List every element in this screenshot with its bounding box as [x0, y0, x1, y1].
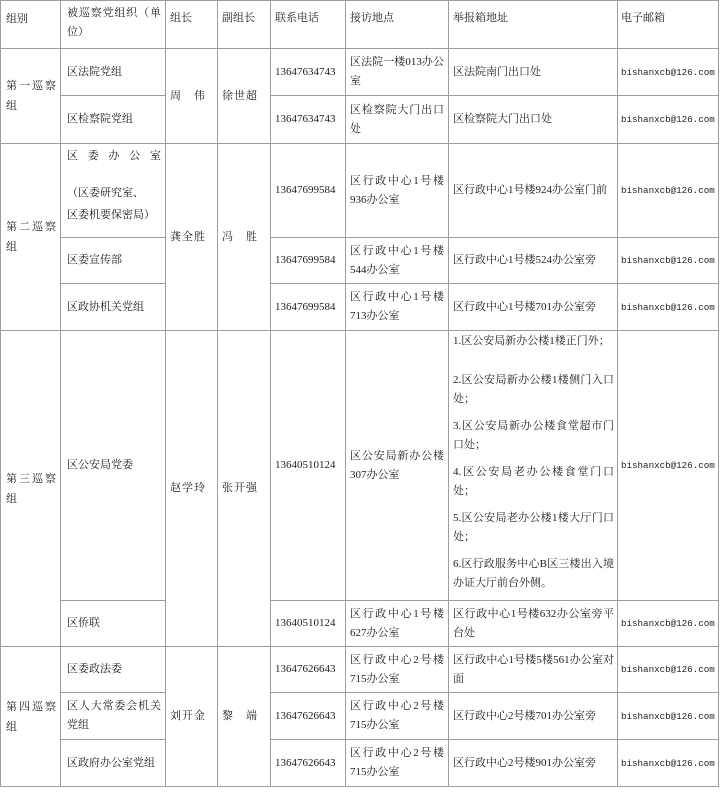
- email-cell: [618, 740, 719, 787]
- group-name-cell: [1, 49, 61, 144]
- report-box-cell: [449, 144, 618, 238]
- phone-cell: [271, 284, 346, 331]
- deputy-name: 冯 胜: [222, 230, 257, 243]
- org-name: 区政协机关党组: [67, 300, 144, 313]
- org-name: 区公安局党委: [67, 459, 133, 471]
- reception-location: 544办公室: [350, 263, 400, 276]
- phone-number: 13640510124: [275, 617, 336, 629]
- email-address: bishanxcb@126.com: [621, 618, 715, 629]
- leader-cell: [166, 144, 218, 331]
- org-name: 区法院党组: [67, 65, 122, 78]
- email-cell: [618, 49, 719, 96]
- reception-cell: [346, 238, 449, 284]
- deputy-cell: [218, 331, 271, 647]
- leader-name: 赵学玲: [170, 482, 205, 494]
- email-cell: [618, 693, 719, 740]
- phone-cell: [271, 693, 346, 740]
- reception-location: 室: [350, 75, 361, 87]
- header-phone: [271, 1, 346, 49]
- email-cell: [618, 96, 719, 144]
- group-name: 组: [6, 241, 17, 253]
- phone-number: 13647626643: [275, 663, 336, 675]
- group-name-cell: [1, 647, 61, 787]
- report-box-address: 口处；: [453, 439, 486, 451]
- phone-number: 13647699584: [275, 254, 336, 266]
- table-row: [1, 238, 719, 284]
- report-box-address: 区行政中心1号楼524办公室旁: [453, 254, 596, 266]
- group-name-cell: [1, 331, 61, 647]
- org-name: 党组: [67, 719, 89, 731]
- header-org-label: 被巡察党组织（单: [67, 7, 161, 19]
- deputy-name: 徐世超: [222, 89, 257, 102]
- reception-location: 区法院一楼013办公: [350, 56, 444, 68]
- email-address: bishanxcb@126.com: [621, 710, 715, 722]
- reception-location: 715办公室: [350, 766, 400, 778]
- table-row: [1, 601, 719, 647]
- reception-location: 处: [350, 122, 361, 135]
- report-box-item: [453, 417, 614, 455]
- leader-name: 周 伟: [170, 89, 205, 102]
- org-cell: [61, 647, 166, 693]
- reception-location: 区行政中心2号楼: [350, 653, 444, 666]
- org-name: 区委办公室: [67, 150, 161, 162]
- reception-cell: [346, 647, 449, 693]
- table-row: [1, 331, 719, 601]
- phone-number: 13647699584: [275, 184, 336, 196]
- reception-cell: [346, 601, 449, 647]
- leader-name: 刘开金: [170, 710, 205, 722]
- deputy-cell: [218, 144, 271, 331]
- phone-cell: [271, 647, 346, 693]
- header-deputy-label: 副组长: [222, 12, 255, 24]
- leader-cell: [166, 647, 218, 787]
- phone-cell: [271, 740, 346, 787]
- email-cell: [618, 647, 719, 693]
- report-box-cell: [449, 49, 618, 96]
- table-row: [1, 49, 719, 96]
- header-leader: [166, 1, 218, 49]
- phone-cell: [271, 49, 346, 96]
- report-box-address: 4.区公安局老办公楼食堂门口: [453, 466, 614, 478]
- table-body: [1, 49, 719, 787]
- report-box-address: 办证大厅前台外侧。: [453, 577, 552, 589]
- phone-cell: [271, 238, 346, 284]
- report-box-cell: [449, 284, 618, 331]
- org-cell: [61, 693, 166, 740]
- table-row: [1, 144, 719, 238]
- org-cell: [61, 238, 166, 284]
- report-box-cell: [449, 647, 618, 693]
- phone-cell: [271, 96, 346, 144]
- reception-location: 区检察院大门出口: [350, 103, 444, 116]
- org-name: 区政府办公室党组: [67, 756, 155, 769]
- header-reception-label: 接访地点: [350, 12, 394, 24]
- reception-location: 区行政中心2号楼: [350, 700, 444, 712]
- group-name: 组: [6, 720, 17, 733]
- report-box-cell: [449, 740, 618, 787]
- reception-location: 区行政中心1号楼: [350, 607, 444, 620]
- header-group-label: 组别: [6, 13, 28, 25]
- report-box-address: 处；: [453, 531, 475, 543]
- report-box-item: [453, 371, 614, 409]
- deputy-name: 张开强: [222, 482, 257, 494]
- phone-number: 13647634743: [275, 113, 336, 125]
- group-name: 组: [6, 100, 17, 112]
- reception-location: 区行政中心1号楼: [350, 291, 444, 303]
- group-name: 组: [6, 492, 17, 505]
- header-row: [1, 1, 719, 49]
- email-address: bishanxcb@126.com: [621, 185, 715, 196]
- report-box-address: 区行政中心1号楼5楼561办公室对: [453, 653, 614, 666]
- email-cell: [618, 144, 719, 238]
- report-box-address: 区法院南门出口处: [453, 65, 541, 78]
- reception-location: 936办公室: [350, 193, 400, 206]
- reception-location: 区行政中心1号楼: [350, 244, 444, 257]
- header-email: [618, 1, 719, 49]
- leader-name: 龚全胜: [170, 230, 205, 243]
- phone-number: 13647626643: [275, 709, 336, 722]
- report-box-address: 区行政中心2号楼901办公室旁: [453, 756, 596, 769]
- email-address: bishanxcb@126.com: [621, 301, 715, 313]
- reception-location: 715办公室: [350, 672, 400, 685]
- reception-cell: [346, 284, 449, 331]
- header-group: [1, 1, 61, 49]
- reception-location: 307办公室: [350, 468, 400, 481]
- org-name: （区委研究室、: [67, 187, 144, 199]
- email-address: bishanxcb@126.com: [621, 460, 715, 471]
- org-name: 区人大常委会机关: [67, 700, 161, 712]
- email-cell: [618, 284, 719, 331]
- report-box-item: [453, 332, 614, 351]
- report-box-address: 5.区公安局老办公楼1楼大厅门口: [453, 512, 614, 524]
- phone-number: 13647699584: [275, 300, 336, 313]
- report-box-item: [453, 509, 614, 547]
- org-cell: [61, 601, 166, 647]
- report-box-address: 区行政中心1号楼632办公室旁平: [453, 607, 614, 620]
- reception-cell: [346, 49, 449, 96]
- email-address: bishanxcb@126.com: [621, 255, 715, 266]
- report-box-cell: [449, 96, 618, 144]
- phone-cell: [271, 331, 346, 601]
- phone-cell: [271, 144, 346, 238]
- header-reception: [346, 1, 449, 49]
- phone-number: 13640510124: [275, 459, 336, 471]
- reception-cell: [346, 96, 449, 144]
- group-name-cell: [1, 144, 61, 331]
- group-name: 第四巡察: [6, 700, 56, 713]
- reception-location: 627办公室: [350, 626, 400, 639]
- header-org: [61, 1, 166, 49]
- phone-number: 13647626643: [275, 756, 336, 769]
- org-cell: [61, 49, 166, 96]
- deputy-name: 黎 端: [222, 710, 257, 722]
- deputy-cell: [218, 49, 271, 144]
- header-deputy: [218, 1, 271, 49]
- table-row: [1, 96, 719, 144]
- reception-cell: [346, 740, 449, 787]
- email-address: bishanxcb@126.com: [621, 664, 715, 675]
- report-box-address: 区行政中心1号楼924办公室门前: [453, 184, 607, 196]
- reception-cell: [346, 331, 449, 601]
- report-box-address: 区检察院大门出口处: [453, 113, 552, 125]
- org-cell: [61, 284, 166, 331]
- phone-cell: [271, 601, 346, 647]
- email-address: bishanxcb@126.com: [621, 757, 715, 769]
- reception-location: 区行政中心1号楼: [350, 174, 444, 187]
- org-name: 区委机要保密局）: [67, 209, 155, 221]
- report-box-address: 台处: [453, 626, 475, 639]
- report-box-cell: [449, 601, 618, 647]
- table-row: [1, 740, 719, 787]
- report-box-address: 6.区行政服务中心B区三楼出入境: [453, 558, 614, 570]
- table-row: [1, 693, 719, 740]
- report-box-address: 处；: [453, 485, 475, 497]
- report-box-address: 区行政中心2号楼701办公室旁: [453, 709, 596, 722]
- report-box-cell: [449, 238, 618, 284]
- leader-cell: [166, 49, 218, 144]
- report-box-cell: [449, 331, 618, 601]
- header-report-box-label: 举报箱地址: [453, 12, 508, 24]
- reception-cell: [346, 144, 449, 238]
- group-name: 第二巡察: [6, 221, 56, 233]
- org-name: 区委政法委: [67, 663, 122, 675]
- org-name: 区委宣传部: [67, 254, 122, 266]
- email-address: bishanxcb@126.com: [621, 114, 715, 125]
- phone-number: 13647634743: [275, 65, 336, 78]
- report-box-cell: [449, 693, 618, 740]
- org-cell: [61, 96, 166, 144]
- report-box-address: 面: [453, 672, 464, 685]
- report-box-item: [453, 555, 614, 593]
- reception-location: 区公安局新办公楼: [350, 449, 444, 462]
- email-cell: [618, 601, 719, 647]
- table-row: [1, 647, 719, 693]
- group-name: 第三巡察: [6, 472, 56, 485]
- table-row: [1, 284, 719, 331]
- reception-location: 715办公室: [350, 719, 400, 731]
- report-box-address: 1.区公安局新办公楼1楼正门外；: [453, 335, 610, 347]
- org-cell: [61, 144, 166, 238]
- header-phone-label: 联系电话: [275, 12, 319, 24]
- header-org-label: 位）: [67, 26, 89, 38]
- deputy-cell: [218, 647, 271, 787]
- email-cell: [618, 331, 719, 601]
- report-box-address: 区行政中心1号楼701办公室旁: [453, 300, 596, 313]
- email-cell: [618, 238, 719, 284]
- email-address: bishanxcb@126.com: [621, 66, 715, 78]
- report-box-address: 处；: [453, 393, 475, 405]
- header-report-box: [449, 1, 618, 49]
- header-email-label: 电子邮箱: [621, 12, 665, 24]
- leader-cell: [166, 331, 218, 647]
- group-name: 第一巡察: [6, 80, 56, 92]
- org-name: 区检察院党组: [67, 113, 133, 125]
- report-box-item: [453, 463, 614, 501]
- reception-cell: [346, 693, 449, 740]
- org-cell: [61, 740, 166, 787]
- report-box-address: 3.区公安局新办公楼食堂超市门: [453, 420, 614, 432]
- org-cell: [61, 331, 166, 601]
- org-name: 区侨联: [67, 617, 100, 629]
- reception-location: 713办公室: [350, 310, 400, 322]
- header-leader-label: 组长: [170, 12, 192, 24]
- reception-location: 区行政中心2号楼: [350, 747, 444, 759]
- report-box-address: 2.区公安局新办公楼1楼侧门入口: [453, 374, 614, 386]
